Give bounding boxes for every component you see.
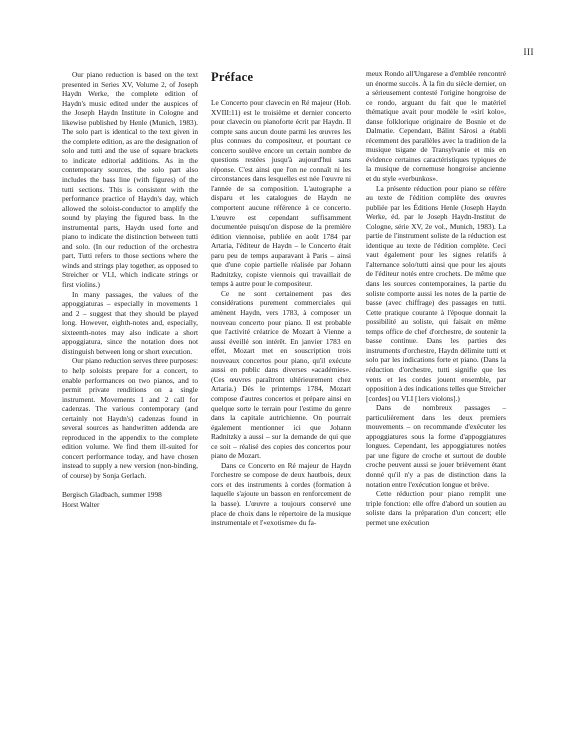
french-paragraph-4: meux Rondo all'Ungarese a d'emblée rencontré un énorme succès. À la fin du siècle dernier, on a sérieusement contesté l'origine hongroise de ce rondo, arguant du fait que le matériel thématique avait pour modèle le «sirí kolo», danse folklorique originaire de Bosnie et de Dalmatie. Cependant, Bálint Sárosi a établi récemment des parallèles avec la tradition de la musique tsigane de Transylvanie et mis en évidence certaines caractéristiques typiques de la musique de cornemuse hongroise ancienne et du style «verbunkos». <box>366 69 506 184</box>
english-column <box>62 70 198 509</box>
preface-heading: Préface <box>211 70 254 84</box>
english-paragraph-2: In many passages, the values of the appoggiaturas – especially in movements 1 and 2 – suggest that they should be played long. However, eighth-notes and, especially, sixteenth-notes may also indicate a short appoggiatura, since the notation does not distinguish between long or short execution. <box>62 289 198 356</box>
english-paragraph-1: Our piano reduction is based on the text presented in Series XV, Volume 2, of Joseph Haydn Werke, the complete edition of Haydn's music edited under the auspices of the Joseph Haydn Institute in Cologne and likewise published by Henle (Munich, 1983). The solo part is identical to the text given in the complete edition, as are the designation of solo and tutti and the use of square brackets to indicate editorial additions. As in the contemporary sources, the solo part also includes the bass line (with figures) of the tutti sections. This is consistent with the performance practice of Haydn's day, which allowed the soloist-conductor to amplify the sound by playing the figured bass. In the instrumental parts, Haydn used forte and piano to indicate the distinction between tutti and solo. (In our reduction of the orchestra part, Tutti refers to those sections where the winds and strings play together, as opposed to Streicher or VLI, which indicate strings or first violins.) <box>62 70 198 290</box>
french-paragraph-1: Le Concerto pour clavecin en Ré majeur (Hob. XVIII:11) est le troisième et dernier concerto pour clavecin ou pianoforte écrit par Haydn. Il compte sans aucun doute parmi les œuvres les plus connues du compositeur, et pourtant ce concerto soulève encore un certain nombre de questions restées jusqu'à aujourd'hui sans réponse. C'est ainsi que l'on ne connaît ni les circonstances dans lesquelles est née l'œuvre ni l'année de sa composition. L'autographe a disparu et les catalogues de Haydn ne comportent aucune référence à ce concerto. L'œuvre est cependant suffisamment documentée puisqu'on dispose de la première édition viennoise, publiée en août 1784 par Artaria, l'éditeur de Haydn – le Concerto était paru peu de temps auparavant à Paris – ainsi que d'une copie partielle réalisée par Johann Radnitzky, copiste viennois qui travaillait de temps à autre pour le compositeur. <box>211 98 351 289</box>
french-paragraph-3: Dans ce Concerto en Ré majeur de Haydn l'orchestre se compose de deux hautbois, deux cors et des instruments à cordes (formation à laquelle s'ajoute un basson en renforcement de la basse). L'œuvre a toujours conservé une place de choix dans le répertoire de la musique instrumentale et l'«exotisme» du fa- <box>211 460 351 528</box>
french-paragraph-5: La présente réduction pour piano se réfère au texte de l'édition complète des œuvres publiée par les Éditions Henle (Joseph Haydn Werke, éd. par le Joseph Haydn-Institut de Cologne, série XV, 2e vol., Munich, 1983). La partie de l'instrument soliste de la réduction est identique au texte de l'édition complète. Ceci vaut également pour les signes relatifs à l'alternance solo/tutti ainsi que pour les ajouts de l'éditeur notés entre crochets. De même que dans les sources contemporaines, la partie du soliste comporte aussi les notes de la partie de basse (avec chiffrage) des passages en tutti. Cette pratique courante à l'époque donnait la possibilité au soliste, qui faisait en même temps office de chef d'orchestre, de soutenir la basse continue. Dans les parties des instruments d'orchestre, Haydn délimite tutti et solo par les indications forte et piano. (Dans la réduction d'orchestre, tutti signifie que les vents et les cordes jouent ensemble, par opposition à des indications telles que Streicher [cordes] ou VLI [1ers violons].) <box>366 183 506 403</box>
french-column-2 <box>366 69 506 527</box>
french-paragraph-7: Cette réduction pour piano remplit une triple fonction: elle offre d'abord un soutien au soliste dans la préparation d'un concert; elle permet une exécution <box>366 489 506 527</box>
page-number: III <box>523 47 534 57</box>
french-column-1 <box>211 70 351 528</box>
author-name: Horst Walter <box>62 499 100 509</box>
english-paragraph-3: Our piano reduction serves three purposes: to help soloists prepare for a concert, to enable performances on two pianos, and to permit private renditions on a single instrument. Movements 1 and 2 call for cadenzas. The various contemporary (and certainly not Haydn's) cadenzas found in several sources as handwritten addenda are reproduced in the appendix to the complete edition volume. We find them ill-suited for concert performance today, and have chosen instead to supply a new version (non-binding, of course) by Sonja Gerlach. <box>62 356 198 480</box>
spacer <box>62 481 198 491</box>
french-paragraph-2: Ce ne sont certainement pas des considérations purement commerciales qui amènent Haydn, vers 1783, à composer un nouveau concerto pour piano. Il est probable que l'activité créatrice de Mozart à Vienne a aussi éveillé son intérêt. En janvier 1783 en effet, Mozart met en souscription trois nouveaux concertos pour piano, qu'il exécute aussi en public dans diverses «académies». (Ces œuvres paraîtront ultérieurement chez Artaria.) Dès le printemps 1784, Mozart compose d'autres concertos et prépare ainsi en quelque sorte le terrain pour l'estime du genre dans la capitale autrichienne. On pourrait également mentionner ici que Johann Radnitzky a aussi – sur la demande de qui que ce soit – réalisé des copies des concertos pour piano de Mozart. <box>211 288 351 461</box>
place-date: Bergisch Gladbach, summer 1998 <box>62 490 162 500</box>
french-paragraph-6: Dans de nombreux passages – particulièrement dans les deux premiers mouvements – on recommande d'exécuter les appoggiatures sous la forme d'appoggiatures longues. Cependant, les appoggiatures notées par une figure de croche et surtout de double croche peuvent aussi se jouer brièvement étant donné qu'il n'y a pas de distinction dans la notation entre l'exécution longue et brève. <box>366 403 506 489</box>
